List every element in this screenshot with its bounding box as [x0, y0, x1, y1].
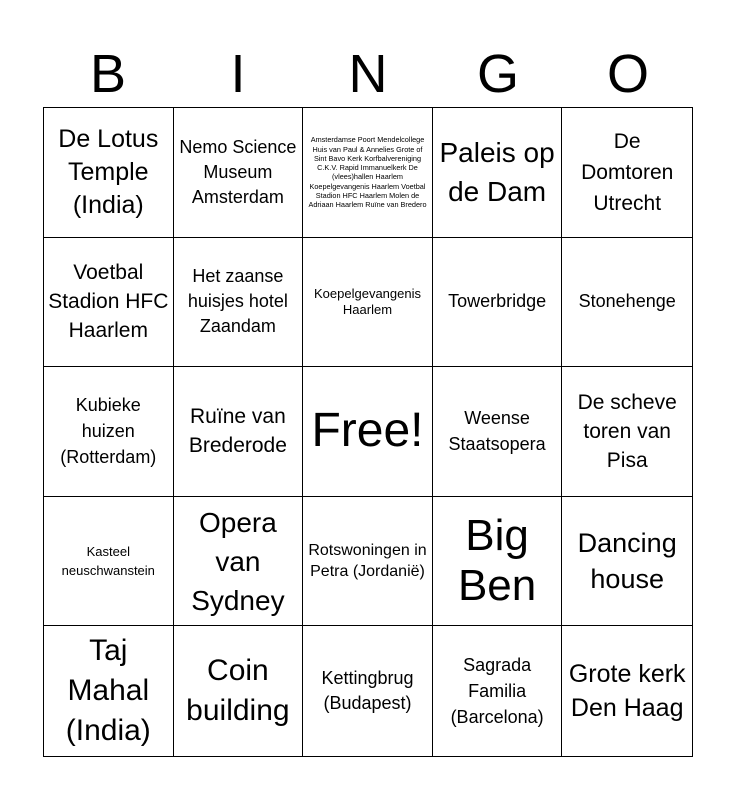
cell-text: De scheve toren van Pisa — [577, 390, 677, 472]
cell-text: Weense Staatsopera — [448, 408, 546, 455]
bingo-cell[interactable] — [44, 238, 174, 368]
bingo-cell[interactable] — [303, 626, 433, 756]
cell-text: Kettingbrug (Budapest) — [321, 668, 414, 714]
bingo-cell[interactable] — [433, 238, 563, 368]
cell-text: Het zaanse huisjes hotel Zaandam — [187, 266, 288, 337]
bingo-cell[interactable] — [433, 497, 563, 627]
bingo-cell[interactable] — [44, 497, 174, 627]
header-letter-g: G — [476, 44, 519, 104]
cell-text: Amsterdamse Poort Mendelcollege Huis van Paul & Annelies Grote of Sint Bavo Kerk Korfbalvereniging C.K.V. Rapid Immanuelkerk De (vlees)hallen Haarlem Koepelgevangenis Haarlem Voetbal Stadion HFC Haarlem Molen de Adriaan Haarlem Ruïne van Bredero — [308, 135, 427, 209]
bingo-cell[interactable] — [562, 238, 692, 368]
bingo-cell[interactable] — [44, 626, 174, 756]
bingo-cell[interactable] — [44, 367, 174, 497]
header-letter-b: B — [89, 44, 127, 104]
bingo-cell[interactable] — [44, 108, 174, 238]
cell-text: Stonehenge — [578, 291, 676, 312]
cell-text: De Lotus Temple (India) — [58, 124, 159, 219]
cell-text: Nemo Science Museum Amsterdam — [179, 136, 297, 207]
bingo-cell[interactable] — [562, 497, 692, 627]
bingo-cell[interactable] — [562, 108, 692, 238]
bingo-cell[interactable] — [174, 108, 304, 238]
bingo-cell[interactable] — [174, 367, 304, 497]
cell-text: Kasteel neuschwanstein — [61, 544, 155, 579]
header-letter-o: O — [606, 44, 649, 104]
cell-text: Paleis op de Dam — [439, 137, 555, 208]
cell-text: Voetbal Stadion HFC Haarlem — [48, 261, 169, 343]
bingo-cell[interactable] — [562, 626, 692, 756]
bingo-card — [43, 107, 693, 757]
cell-text: Grote kerk Den Haag — [568, 660, 686, 723]
cell-text: Towerbridge — [448, 291, 547, 312]
bingo-cell[interactable] — [303, 108, 433, 238]
bingo-cell[interactable] — [303, 497, 433, 627]
bingo-cell[interactable] — [433, 367, 563, 497]
bingo-cell[interactable] — [433, 108, 563, 238]
cell-text: De Domtoren Utrecht — [581, 129, 674, 215]
cell-text: Sagrada Familia (Barcelona) — [450, 655, 544, 728]
cell-text: Opera van Sydney — [191, 506, 285, 616]
bingo-cell[interactable] — [303, 238, 433, 368]
bingo-cell[interactable] — [433, 626, 563, 756]
cell-text: Ruïne van Brederode — [188, 405, 287, 458]
cell-text: Kubieke huizen (Rotterdam) — [60, 395, 157, 468]
bingo-header — [43, 42, 693, 106]
bingo-cell[interactable] — [174, 626, 304, 756]
cell-text: Big Ben — [457, 511, 537, 611]
header-letter-n: N — [348, 44, 388, 104]
cell-text: Dancing house — [577, 528, 677, 595]
cell-text: Taj Mahal (India) — [65, 634, 151, 748]
cell-text: Rotswoningen in Petra (Jordanië) — [308, 542, 427, 581]
header-letter-i: I — [230, 44, 246, 104]
free-space-text: Free! — [311, 404, 424, 458]
free-space[interactable] — [303, 367, 433, 497]
bingo-cell[interactable] — [174, 497, 304, 627]
bingo-cell[interactable] — [174, 238, 304, 368]
bingo-cell[interactable] — [562, 367, 692, 497]
cell-text: Koepelgevangenis Haarlem — [314, 285, 421, 317]
cell-text: Coin building — [186, 654, 290, 728]
